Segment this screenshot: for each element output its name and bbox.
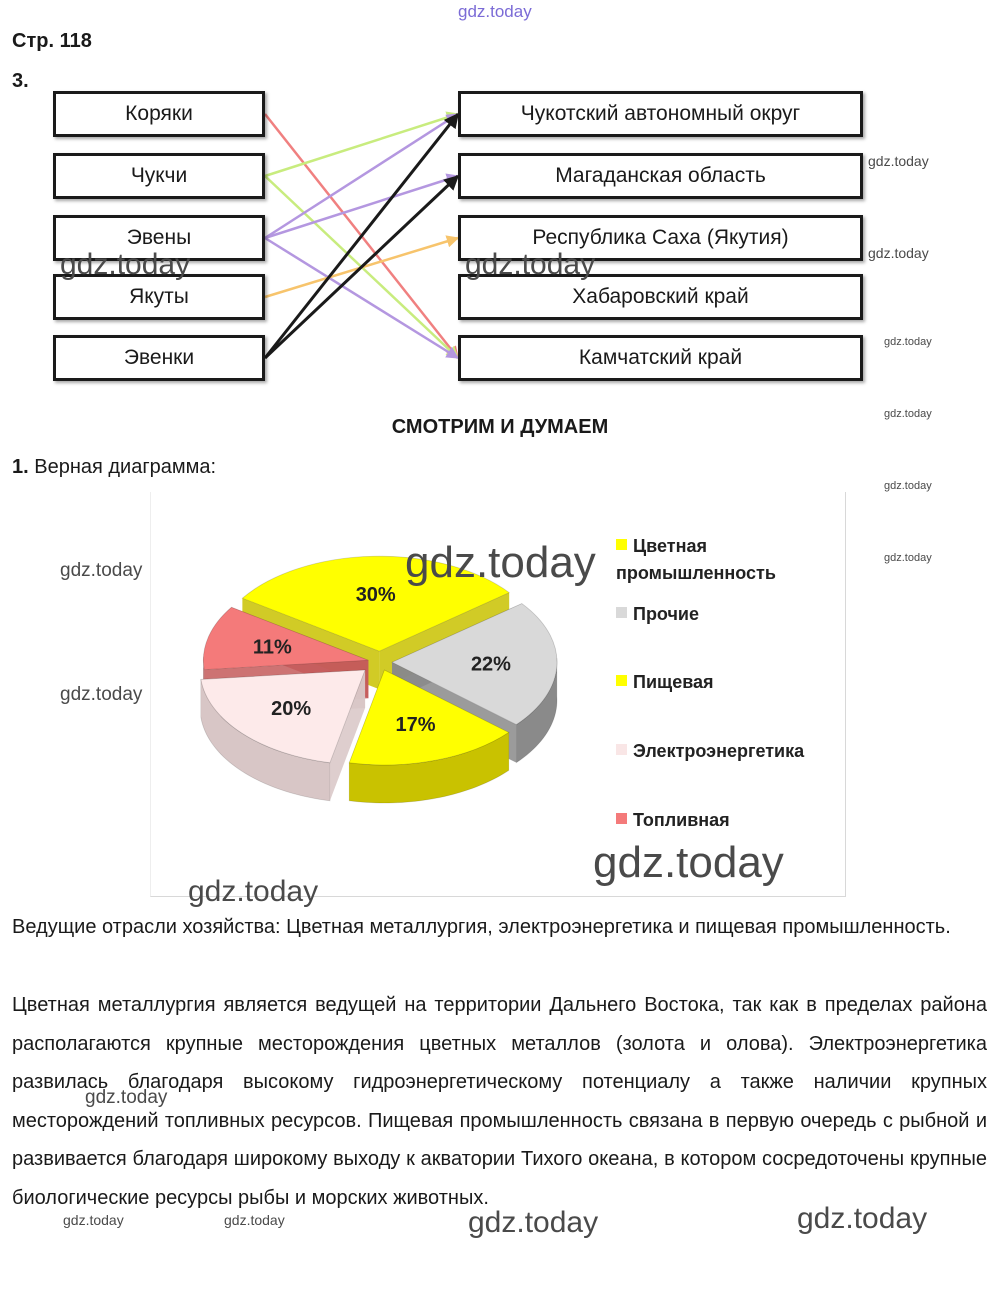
watermark-text: gdz.today (465, 248, 596, 281)
pie-data-label: 30% (355, 584, 396, 607)
watermark-text: gdz.today (63, 1212, 124, 1228)
people-box-chukchi: Чукчи (53, 153, 265, 199)
top-watermark: gdz.today (458, 2, 532, 21)
watermark-text: gdz.today (797, 1202, 928, 1235)
people-box-evenki: Эвенки (53, 335, 265, 381)
people-box-koryaki: Коряки (53, 91, 265, 137)
watermark-text: gdz.today (884, 480, 932, 492)
legend-item-nonferrous (616, 533, 826, 587)
legend-item-fuel (616, 807, 826, 834)
legend-swatch-nonferrous (616, 539, 627, 550)
legend-label-food: Пищевая (633, 672, 714, 692)
region-box-sakha: Республика Саха (Якутия) (458, 215, 863, 261)
question-1-text: Верная диаграмма: (28, 456, 217, 478)
region-box-chukotka: Чукотский автономный округ (458, 91, 863, 137)
page-number: Стр. 118 (12, 30, 92, 52)
pie-data-label: 11% (252, 636, 292, 659)
watermark-text: gdz.today (405, 538, 596, 587)
watermark-text: gdz.today (884, 336, 932, 348)
answer-paragraph-1: Ведущие отрасли хозяйства: Цветная металлургия, электроэнергетика и пищевая промышленность. (12, 916, 951, 938)
question-1-number: 1. (12, 456, 29, 478)
legend-item-other (616, 601, 826, 628)
watermark-text: gdz.today (884, 552, 932, 564)
watermark-text: gdz.today (593, 838, 784, 887)
watermark-text: gdz.today (60, 248, 191, 281)
section-title: СМОТРИМ И ДУМАЕМ (391, 416, 609, 438)
region-box-magadan: Магаданская область (458, 153, 863, 199)
watermark-text: gdz.today (868, 153, 929, 169)
watermark-text: gdz.today (868, 245, 929, 261)
watermark-text: gdz.today (60, 684, 143, 705)
people-box-yakuty: Якуты (53, 274, 265, 320)
legend-label-other: Прочие (633, 604, 700, 624)
pie-data-label: 17% (395, 714, 436, 737)
legend-label-nonferrous: Цветная промышленность (616, 536, 776, 583)
watermark-text: gdz.today (224, 1212, 285, 1228)
task-number: 3. (12, 70, 29, 92)
legend-swatch-other (616, 607, 627, 618)
region-box-khabarovsk: Хабаровский край (458, 274, 863, 320)
legend-item-food (616, 669, 826, 696)
legend-swatch-fuel (616, 813, 627, 824)
answer-paragraph-2: Цветная металлургия является ведущей на территории Дальнего Востока, так как в пределах района располагаются крупные месторождения цветных металлов (золота и олова). Электроэнергетика развилась благодаря высокому гидроэнергетическому потенциалу а также наличии крупных месторождений топливных ресурсов. Пищевая промышленность связана в первую очередь с рыбной и развивается благодаря широкому выходу к акватории Тихого океана, в котором сосредоточены крупные биологические ресурсы рыбы и морских животных. (12, 994, 987, 1209)
legend-swatch-power (616, 744, 627, 755)
legend-label-power: Электроэнергетика (633, 741, 805, 761)
watermark-text: gdz.today (60, 560, 143, 581)
legend-label-fuel: Топливная (633, 810, 730, 830)
region-box-kamchatka: Камчатский край (458, 335, 863, 381)
legend-item-power (616, 738, 826, 765)
watermark-text: gdz.today (884, 408, 932, 420)
watermark-text: gdz.today (468, 1206, 599, 1239)
people-box-eveny: Эвены (53, 215, 265, 261)
watermark-text: gdz.today (85, 1087, 168, 1108)
legend-swatch-food (616, 675, 627, 686)
pie-data-label: 22% (470, 653, 511, 676)
pie-data-label: 20% (271, 697, 312, 720)
watermark-text: gdz.today (188, 875, 319, 908)
